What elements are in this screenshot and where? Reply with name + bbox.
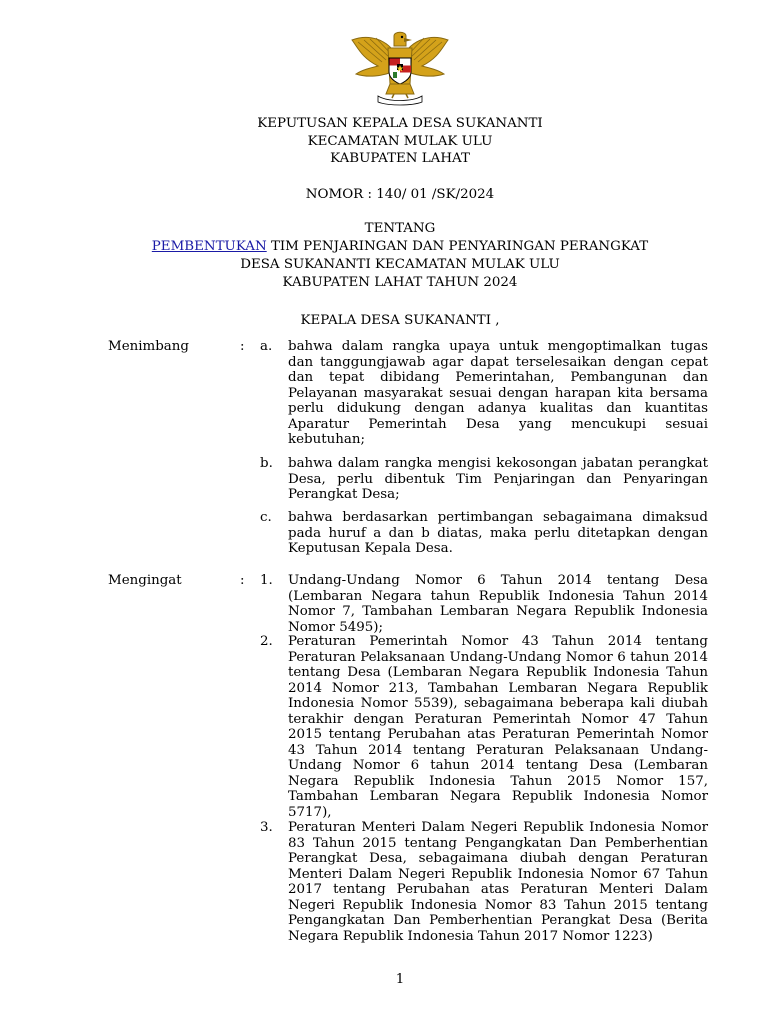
title-line-1 bbox=[0, 239, 768, 255]
mengingat-mark-3: 3. bbox=[260, 820, 273, 835]
menimbang-mark-a: a. bbox=[260, 339, 273, 354]
pembentukan-link[interactable]: PEMBENTUKAN bbox=[151, 239, 267, 254]
menimbang-mark-c: c. bbox=[260, 510, 272, 525]
mengingat-item-2: Peraturan Pemerintah Nomor 43 Tahun 2014 tentang Peraturan Pelaksanaan Undang-Undang Nomor 6 tahun 2014 tentang Desa (Lembaran Negara Republik Indonesia Tahun 2014 Nomor 213, Tambahan Lembaran Negara Republik Indonesia Nomor 5539), sebagaimana beberapa kali diubah terakhir dengan Peraturan Pemerintah Nomor 47 Tahun 2015 tentang Perubahan atas Peraturan Pemerintah Nomor 43 Tahun 2014 tentang Peraturan Pelaksanaan Undang-Undang Nomor 6 tahun 2014 tentang Desa (Lembaran Negara Republik Indonesia Tahun 2015 Nomor 157, Tambahan Lembaran Negara Republik Indonesia Nomor 5717), bbox=[288, 634, 708, 820]
kepala-desa-heading: KEPALA DESA SUKANANTI , bbox=[300, 313, 500, 328]
mengingat-mark-2: 2. bbox=[260, 634, 273, 649]
mengingat-item-3: Peraturan Menteri Dalam Negeri Republik Indonesia Nomor 83 Tahun 2015 tentang Pengangkatan Dan Pemberhentian Perangkat Desa, sebagaimana diubah dengan Peraturan Menteri Dalam Negeri Republik Indonesia Nomor 67 Tahun 2017 tentang Perubahan atas Peraturan Menteri Dalam Negeri Republik Indonesia Nomor 83 Tahun 2015 tentang Pengangkatan Dan Pemberhentian Perangkat Desa (Berita Negara Republik Indonesia Tahun 2017 Nomor 1223) bbox=[288, 820, 708, 944]
garuda-emblem bbox=[348, 28, 452, 106]
menimbang-colon: : bbox=[240, 339, 245, 354]
page-number: 1 bbox=[395, 972, 405, 987]
menimbang-label: Menimbang bbox=[108, 339, 189, 354]
header-line-1: KEPUTUSAN KEPALA DESA SUKANANTI bbox=[257, 116, 543, 131]
title-line-2: DESA SUKANANTI KECAMATAN MULAK ULU bbox=[240, 257, 560, 272]
menimbang-item-c: bahwa berdasarkan pertimbangan sebagaimana dimaksud pada huruf a dan b diatas, maka perlu ditetapkan dengan Keputusan Kepala Desa. bbox=[288, 510, 708, 556]
title-line-3: KABUPATEN LAHAT TAHUN 2024 bbox=[282, 275, 518, 290]
tentang-heading: TENTANG bbox=[364, 221, 436, 236]
menimbang-item-b: bahwa dalam rangka mengisi kekosongan jabatan perangkat Desa, perlu dibentuk Tim Penjaringan dan Penyaringan Perangkat Desa; bbox=[288, 456, 708, 502]
mengingat-colon: : bbox=[240, 573, 245, 588]
mengingat-mark-1: 1. bbox=[260, 573, 273, 588]
menimbang-mark-b: b. bbox=[260, 456, 273, 471]
mengingat-item-1: Undang-Undang Nomor 6 Tahun 2014 tentang Desa (Lembaran Negara tahun Republik Indonesia Tahun 2014 Nomor 7, Tambahan Lembaran Negara Republik Indonesia Nomor 5495); bbox=[288, 573, 708, 635]
mengingat-label: Mengingat bbox=[108, 573, 182, 588]
title-line-1-rest: TIM PENJARINGAN DAN PENYARINGAN PERANGKAT bbox=[266, 239, 649, 254]
header-line-3: KABUPATEN LAHAT bbox=[330, 151, 470, 166]
document-number: NOMOR : 140/ 01 /SK/2024 bbox=[305, 187, 495, 202]
menimbang-item-a: bahwa dalam rangka upaya untuk mengoptimalkan tugas dan tanggungjawab agar dapat terselesaikan dengan cepat dan tepat dibidang Pemerintahan, Pembangunan dan Pelayanan masyarakat sesuai dengan harapan kita bersama perlu didukung dengan adanya kualitas dan kuantitas Aparatur Pemerintah Desa yang mencukupi sesuai kebutuhan; bbox=[288, 339, 708, 447]
header-line-2: KECAMATAN MULAK ULU bbox=[307, 134, 493, 149]
